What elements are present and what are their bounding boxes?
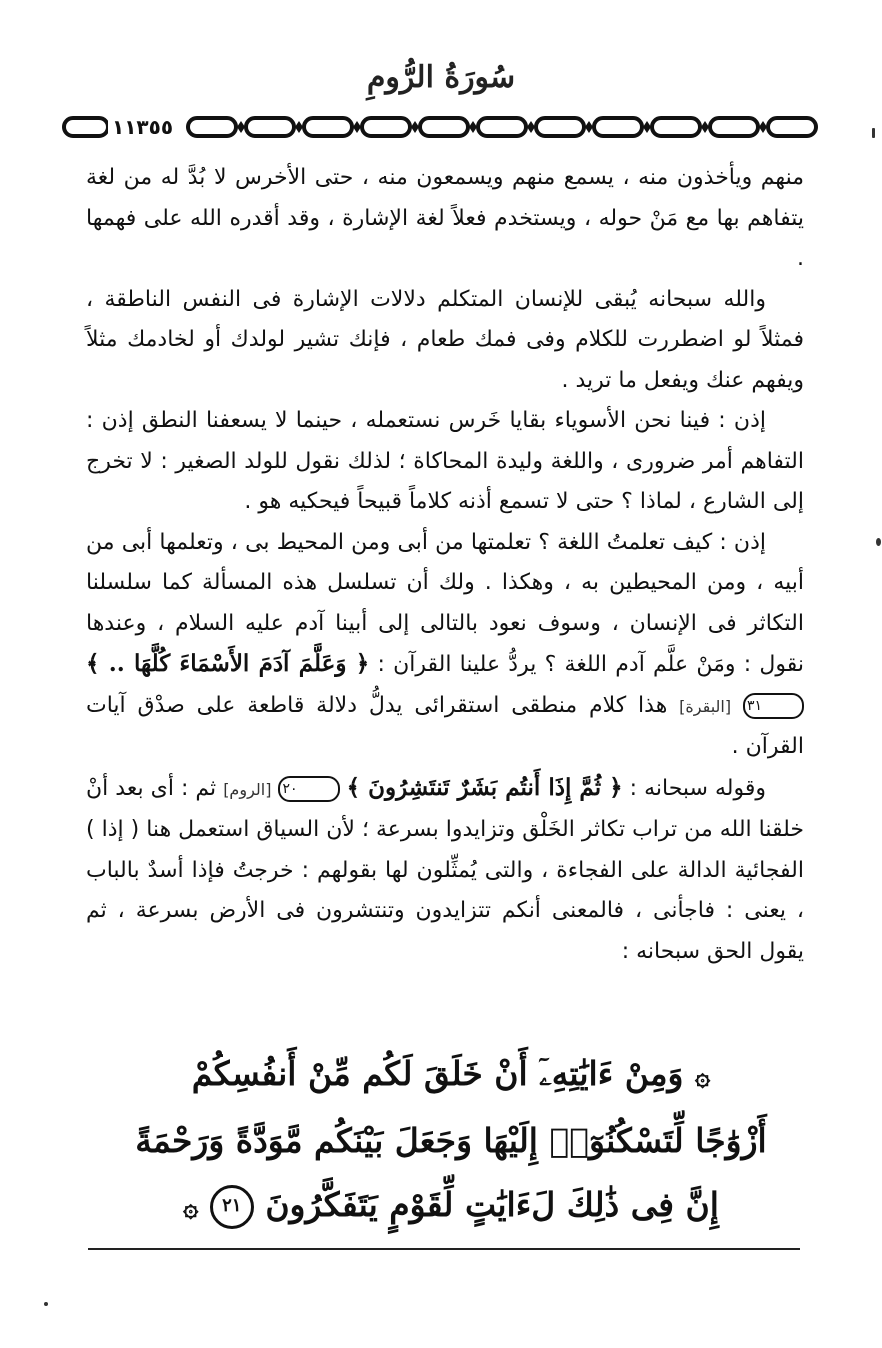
scan-speck xyxy=(876,538,881,546)
paragraph-5-text-b: ثم : أى بعد أنْ خلقنا الله من تراب تكاثر الخَلْق وتزايدوا بسرعة ؛ لأن السياق استعمل هنا ( إذا ) الفجائية الدالة على الفجاءة ، والتى يُمثِّلون لها بقولهم : خرجتُ فإذا أسدٌ بالباب ، يعنى : فاجأنى ، فالمعنى أنكم تتزايدون وتنتشرون فى الأرض بسرعة ، ثم يقول الحق سبحانه : xyxy=(86,775,804,964)
surah-reference: [البقرة] xyxy=(679,696,732,716)
inline-verse-baqarah: ﴿ وَعَلَّمَ آدَمَ الأَسْمَاءَ كُلَّهَا .. ﴾ xyxy=(86,650,370,677)
verse-start-ornament-icon: ۞ xyxy=(694,1062,711,1092)
paragraph-5-text-a: وقوله سبحانه : xyxy=(629,775,766,801)
page-number: ١١٣٥٥ xyxy=(108,114,177,140)
quran-verse-block xyxy=(120,1042,782,1240)
quran-line-3-text: إِنَّ فِى ذَٰلِكَ لَءَايَٰتٍ لِّقَوْمٍ يَتَفَكَّرُونَ xyxy=(265,1185,719,1224)
verse-end-ornament-icon: ۞ xyxy=(183,1193,199,1223)
scan-speck xyxy=(872,128,875,138)
surah-title: سُورَةُ الرُّومِ xyxy=(366,60,516,95)
quran-line-1 xyxy=(120,1042,782,1109)
quran-line-2: أَزْوَٰجًا لِّتَسْكُنُوٓا۟ إِلَيْهَا وَجَعَلَ بَيْنَكُم مَّوَدَّةً وَرَحْمَةً xyxy=(135,1121,767,1160)
paragraph-3: إذن : فينا نحن الأسوياء بقايا خَرس نستعمله ، حينما لا يسعفنا النطق إذن : التفاهم أمر ضرورى ، واللغة وليدة المحاكاة ؛ لذلك نقول للولد الصغير : لا تخرج إلى الشارع ، لماذا ؟ حتى لا تسمع أذنه كلاماً قبيحاً فيحكيه هو . xyxy=(86,408,804,514)
paragraph-5 xyxy=(86,768,804,973)
scan-speck xyxy=(44,1302,48,1306)
commentary-body xyxy=(86,158,804,972)
paragraph-4-text-a: إذن : كيف تعلمتُ اللغة ؟ تعلمتها من أبى ومن المحيط بى ، وتعلمها أبى من أبيه ، ومن المحيطين به ، وهكذا . ولك أن تسلسل هذه المسألة كما سلسلنا التكاثر فى الإنسان ، وسوف نعود بالتالى إلى أبينا آدم عليه السلام ، وعندها نقول : ومَنْ علَّم آدم اللغة ؟ يردُّ علينا القرآن : xyxy=(86,529,804,677)
paragraph-2: والله سبحانه يُبقى للإنسان المتكلم دلالات الإشارة فى النفس الناطقة ، فمثلاً لو اضطررت للكلام وفى فمك طعام ، فإنك تشير لولدك أو لخادمك مثلاً ويفهم عنك ويفعل ما تريد . xyxy=(86,286,804,393)
inline-verse-rum: ﴿ ثُمَّ إِذَا أَنتُم بَشَرٌ تَنتَشِرُونَ ﴾ xyxy=(346,773,623,801)
quran-line-1-text: وَمِنْ ءَايَٰتِهِۦٓ أَنْ خَلَقَ لَكُم مِّنْ أَنفُسِكُمْ xyxy=(191,1054,684,1093)
paragraph-1: منهم ويأخذون منه ، يسمع منهم ويسمعون منه ، حتى الأخرس لا بُدَّ له من لغة يتفاهم بها مع مَنْ حوله ، ويستخدم فعلاً لغة الإشارة ، وقد أقدره الله على فهمها . xyxy=(86,165,804,271)
verse-number-badge: ٢٠ xyxy=(278,776,339,802)
verse-number-badge: ٣١ xyxy=(743,693,804,719)
quran-line-3 xyxy=(120,1173,782,1240)
paragraph-4 xyxy=(86,523,804,768)
paragraph-4-text-b: هذا كلام منطقى استقرائى يدلُّ دلالة قاطعة على صدْق آيات القرآن . xyxy=(86,692,804,759)
surah-reference: [الروم] xyxy=(223,779,272,799)
verse-number-badge-large: ٢١ xyxy=(210,1185,254,1229)
footer-rule xyxy=(88,1248,800,1250)
